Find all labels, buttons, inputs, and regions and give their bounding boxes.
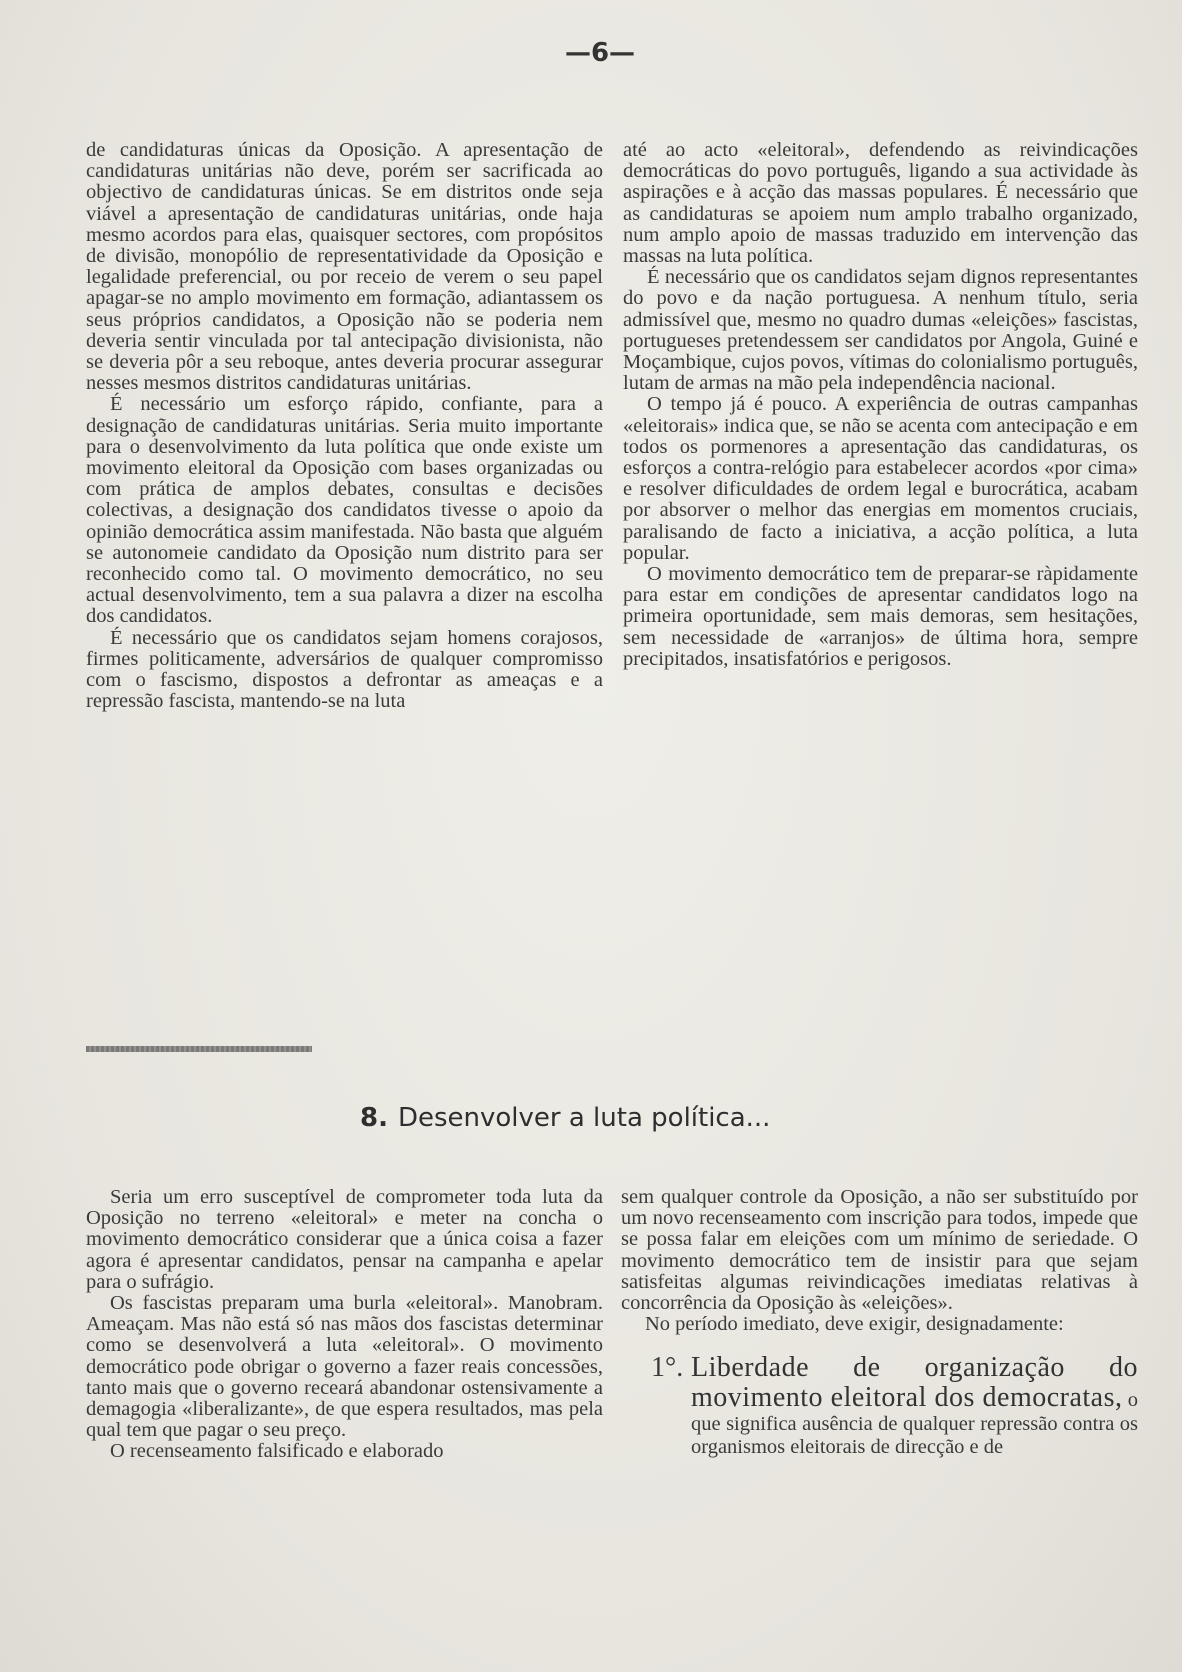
demand-item bbox=[621, 1353, 1138, 1459]
demand-heading: Liberdade de organização do movimento eleitoral dos democratas, bbox=[691, 1352, 1138, 1414]
section-divider bbox=[86, 1046, 312, 1052]
top-left-column bbox=[86, 140, 603, 712]
section-title: Desenvolver a luta política... bbox=[397, 1103, 771, 1133]
demand-number: 1°. bbox=[651, 1352, 684, 1384]
paragraph: Os fascistas preparam uma burla «eleitoral». Manobram. Ameaçam. Mas não está só nas mãos dos fascistas determinar como se desenvolverá a luta «eleitoral». O movimento democrático pode obrigar o governo a fazer reais concessões, tanto mais que o governo receará abandonar ostensivamente a demagogia «liberalizante», de que espera resultados, mas pela qual tem que pagar o seu preço. bbox=[86, 1292, 603, 1442]
paragraph: de candidaturas únicas da Oposição. A apresentação de candidaturas unitárias não deve, porém ser sacrificada ao objectivo de candidaturas únicas. Se em distritos onde seja viável a apresentação de candidaturas unitárias, onde haja mesmo acordos para elas, quaisquer sectores, com propósitos de divisão, monopólio de representatividade da Oposição e legalidade preferencial, ou por receio de verem o seu papel apagar-se no amplo movimento em formação, adiantassem os seus próprios candidatos, a Oposição não se poderia nem deveria sentir vinculada por tal antecipação divisionista, não se deveria pôr a seu reboque, antes deveria procurar assegurar nesses mesmos distritos candidaturas unitárias. bbox=[86, 139, 603, 395]
paragraph: até ao acto «eleitoral», defendendo as reivindicações democráticas do povo português, ligando a sua actividade às aspirações e à acção das massas populares. É necessário que as candidaturas se apoiem num amplo trabalho organizado, num amplo apoio de massas traduzido em intervenção das massas na luta política. bbox=[623, 139, 1138, 268]
paragraph: Seria um erro susceptível de comprometer toda luta da Oposição no terreno «eleitoral» e meter na concha o movimento democrático considerar que a única coisa a fazer agora é apresentar candidatos, pensar na campanha e apelar para o sufrágio. bbox=[86, 1186, 603, 1293]
paragraph: sem qualquer controle da Oposição, a não ser substituído por um novo recenseamento com inscrição para todos, impede que se possa falar em eleições com um mínimo de seriedade. O movimento democrático tem de insistir para que sejam satisfeitas algumas reivindicações imediatas relativas à concorrência da Oposição às «eleições». bbox=[621, 1186, 1138, 1315]
paragraph: É necessário um esforço rápido, confiante, para a designação de candidaturas unitárias. Seria muito importante para o desenvolvimento da luta política que onde existe um movimento eleitoral da Oposição com bases organizadas ou com prática de amplos debates, consultas e decisões colectivas, a designação dos candidatos tivesse o apoio da opinião democrática assim manifestada. Não basta que alguém se autonomeie candidato da Oposição num distrito para ser reconhecido como tal. O movimento democrático, no seu actual desenvolvimento, tem a sua palavra a dizer na escolha dos candidatos. bbox=[86, 393, 603, 628]
paragraph: O movimento democrático tem de preparar-se ràpidamente para estar em condições de apresentar candidatos logo na primeira oportunidade, sem mais demoras, sem hesitações, sem necessidade de «arranjos» de última hora, sempre precipitados, insatisfatórios e perigosos. bbox=[623, 563, 1138, 670]
paragraph: O tempo já é pouco. A experiência de outras campanhas «eleitorais» indica que, se não se acenta com antecipação e em todos os pormenores a apresentação das candidaturas, os esforços a contra-relógio para estabelecer acordos «por cima» e resolver dificuldades de ordem legal e burocrática, acabam por absorver o melhor das energias em momentos cruciais, paralisando de facto a iniciativa, a acção política, a luta popular. bbox=[623, 393, 1138, 564]
section-number: 8. bbox=[360, 1103, 388, 1133]
top-right-column bbox=[623, 140, 1138, 670]
paragraph: É necessário que os candidatos sejam homens corajosos, firmes politicamente, adversários de qualquer compromisso com o fascismo, dispostos a defrontar as ameaças e a repressão fascista, mantendo-se na luta bbox=[86, 626, 603, 713]
page-number: —6— bbox=[564, 38, 636, 68]
demand-body: o que significa ausência de qualquer repressão contra os organismos eleitorais de direcção e de bbox=[691, 1389, 1139, 1459]
paragraph: O recenseamento falsificado e elaborado bbox=[110, 1440, 444, 1463]
bottom-right-column bbox=[621, 1187, 1138, 1459]
paragraph: No período imediato, deve exigir, designadamente: bbox=[645, 1313, 1064, 1336]
bottom-left-column bbox=[86, 1187, 603, 1463]
paragraph: É necessário que os candidatos sejam dignos representantes do povo e da nação portuguesa. A nenhum título, seria admissível que, mesmo no quadro dumas «eleições» fascistas, portugueses pretendessem ser candidatos por Angola, Guiné e Moçambique, cujos povos, vítimas do colonialismo português, lutam de armas na mão pela independência nacional. bbox=[623, 266, 1138, 395]
section-heading bbox=[360, 1103, 960, 1133]
